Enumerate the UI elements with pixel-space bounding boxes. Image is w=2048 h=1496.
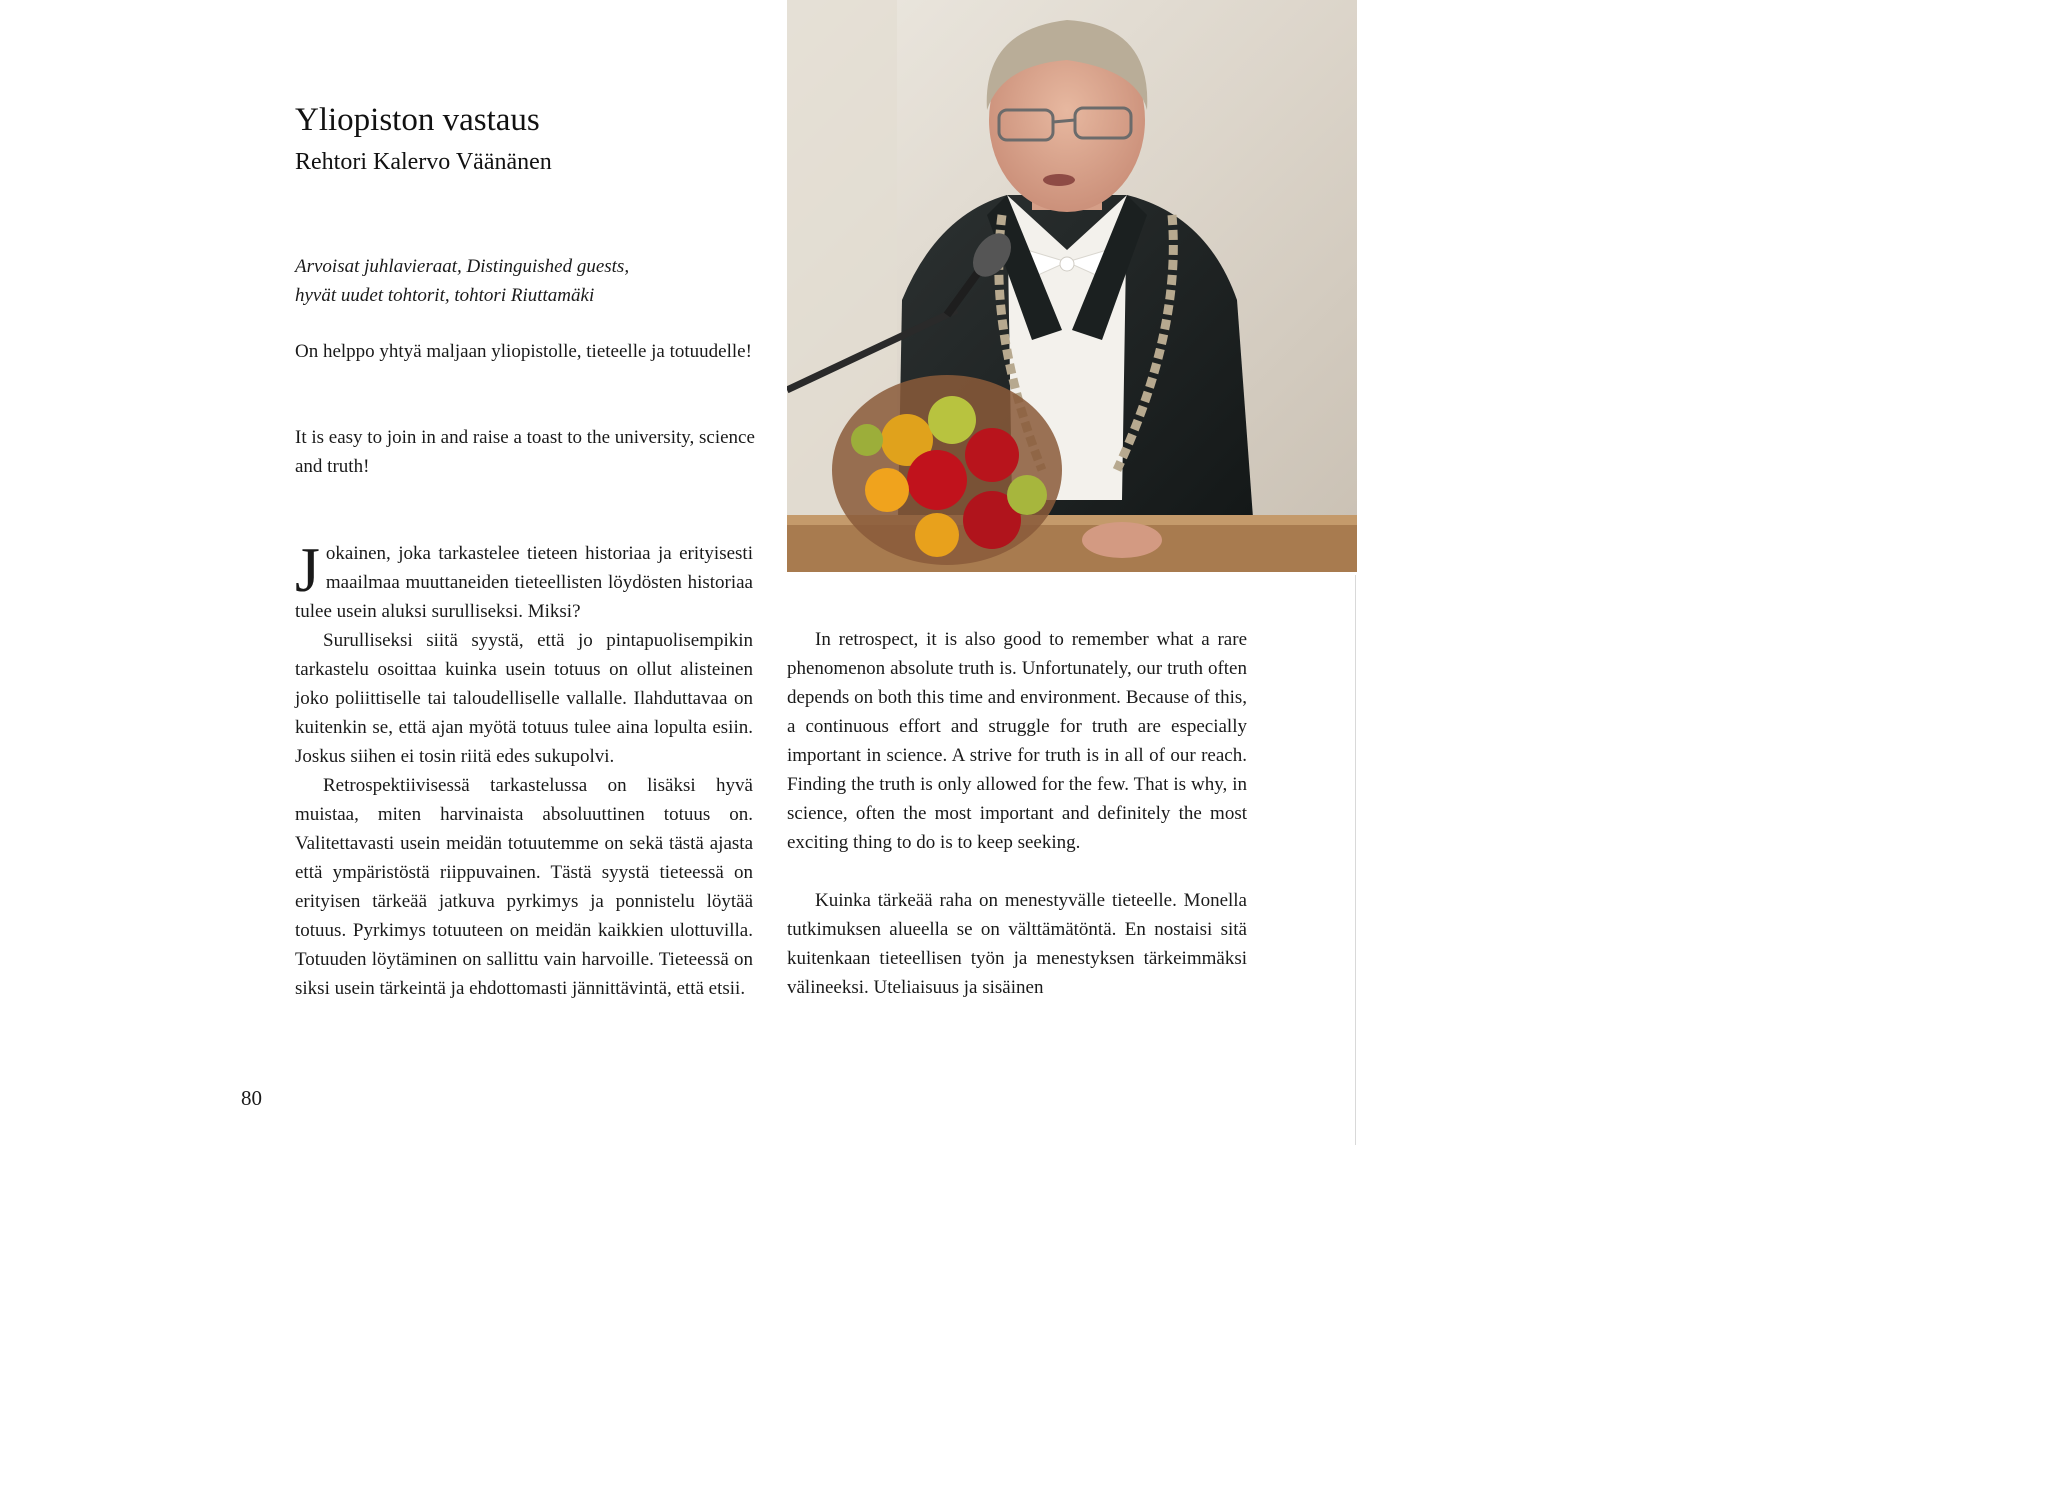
paragraph-1-text: okainen, joka tarkastelee tieteen historiaa ja erityisesti maailmaa muuttaneiden tieteellisten löydösten historiaa tulee usein aluksi surulliseksi. Miksi? [295, 543, 753, 622]
intro-english: It is easy to join in and raise a toast to the university, science and truth! [295, 427, 755, 477]
paragraph-2: Surulliseksi siitä syystä, että jo pintapuolisempikin tarkastelu osoittaa kuinka usein totuus on ollut alisteinen joko poliittiselle tai taloudelliselle vallalle. Ilahduttavaa on kuitenkin se, että ajan myötä totuus tulee aina lopulta esiin. Joskus siihen ei tosin riitä edes sukupolvi. [295, 630, 753, 767]
page-edge-divider [1355, 575, 1356, 1145]
rector-speaking-photo-icon [787, 0, 1357, 572]
salutation [295, 252, 765, 310]
page-subtitle: Rehtori Kalervo Väänänen [295, 149, 552, 175]
paragraph-3: Retrospektiivisessä tarkastelussa on lisäksi hyvä muistaa, miten harvinaista absoluuttinen totuus on. Valitettavasti usein meidän totuutemme on sekä tästä ajasta että ympäristöstä riippuvainen. Tästä syystä tieteessä on erityisen tärkeää jatkuva pyrkimys ja ponnistelu löytää totuus. Pyrkimys totuuteen on meidän kaikkien ulottuvilla. Totuuden löytäminen on sallittu vain harvoille. Tieteessä on siksi usein tärkeintä ja ehdottomasti jännittävintä, että etsii. [295, 775, 753, 999]
paragraph-4: In retrospect, it is also good to remember what a rare phenomenon absolute truth is. Unfortunately, our truth often depends on both this time and environment. Because of this, a continuous effort and struggle for truth are especially important in science. A strive for truth is in all of our reach. Finding the truth is only allowed for the few. That is why, in science, often the most important and definitely the most exciting thing to do is to keep seeking. [787, 629, 1247, 853]
salutation-line-1: Arvoisat juhlavieraat, Distinguished guests, [295, 256, 630, 277]
drop-cap: J [295, 534, 320, 605]
body-column-left [295, 534, 753, 1003]
paragraph-5: Kuinka tärkeää raha on menestyvälle tieteelle. Monella tutkimuksen alueella se on välttämätöntä. En nostaisi sitä kuitenkaan tieteellisen työn ja menestyksen tärkeimmäksi välineeksi. Uteliaisuus ja sisäinen [787, 890, 1247, 998]
page-number: 80 [241, 1086, 262, 1110]
page-title: Yliopiston vastaus [295, 102, 540, 138]
body-column-right [787, 625, 1247, 1002]
salutation-line-2: hyvät uudet tohtorit, tohtori Riuttamäki [295, 285, 595, 306]
paragraph-1 [295, 534, 753, 626]
intro-finnish: On helppo yhtyä maljaan yliopistolle, tieteelle ja totuudelle! [295, 341, 752, 362]
